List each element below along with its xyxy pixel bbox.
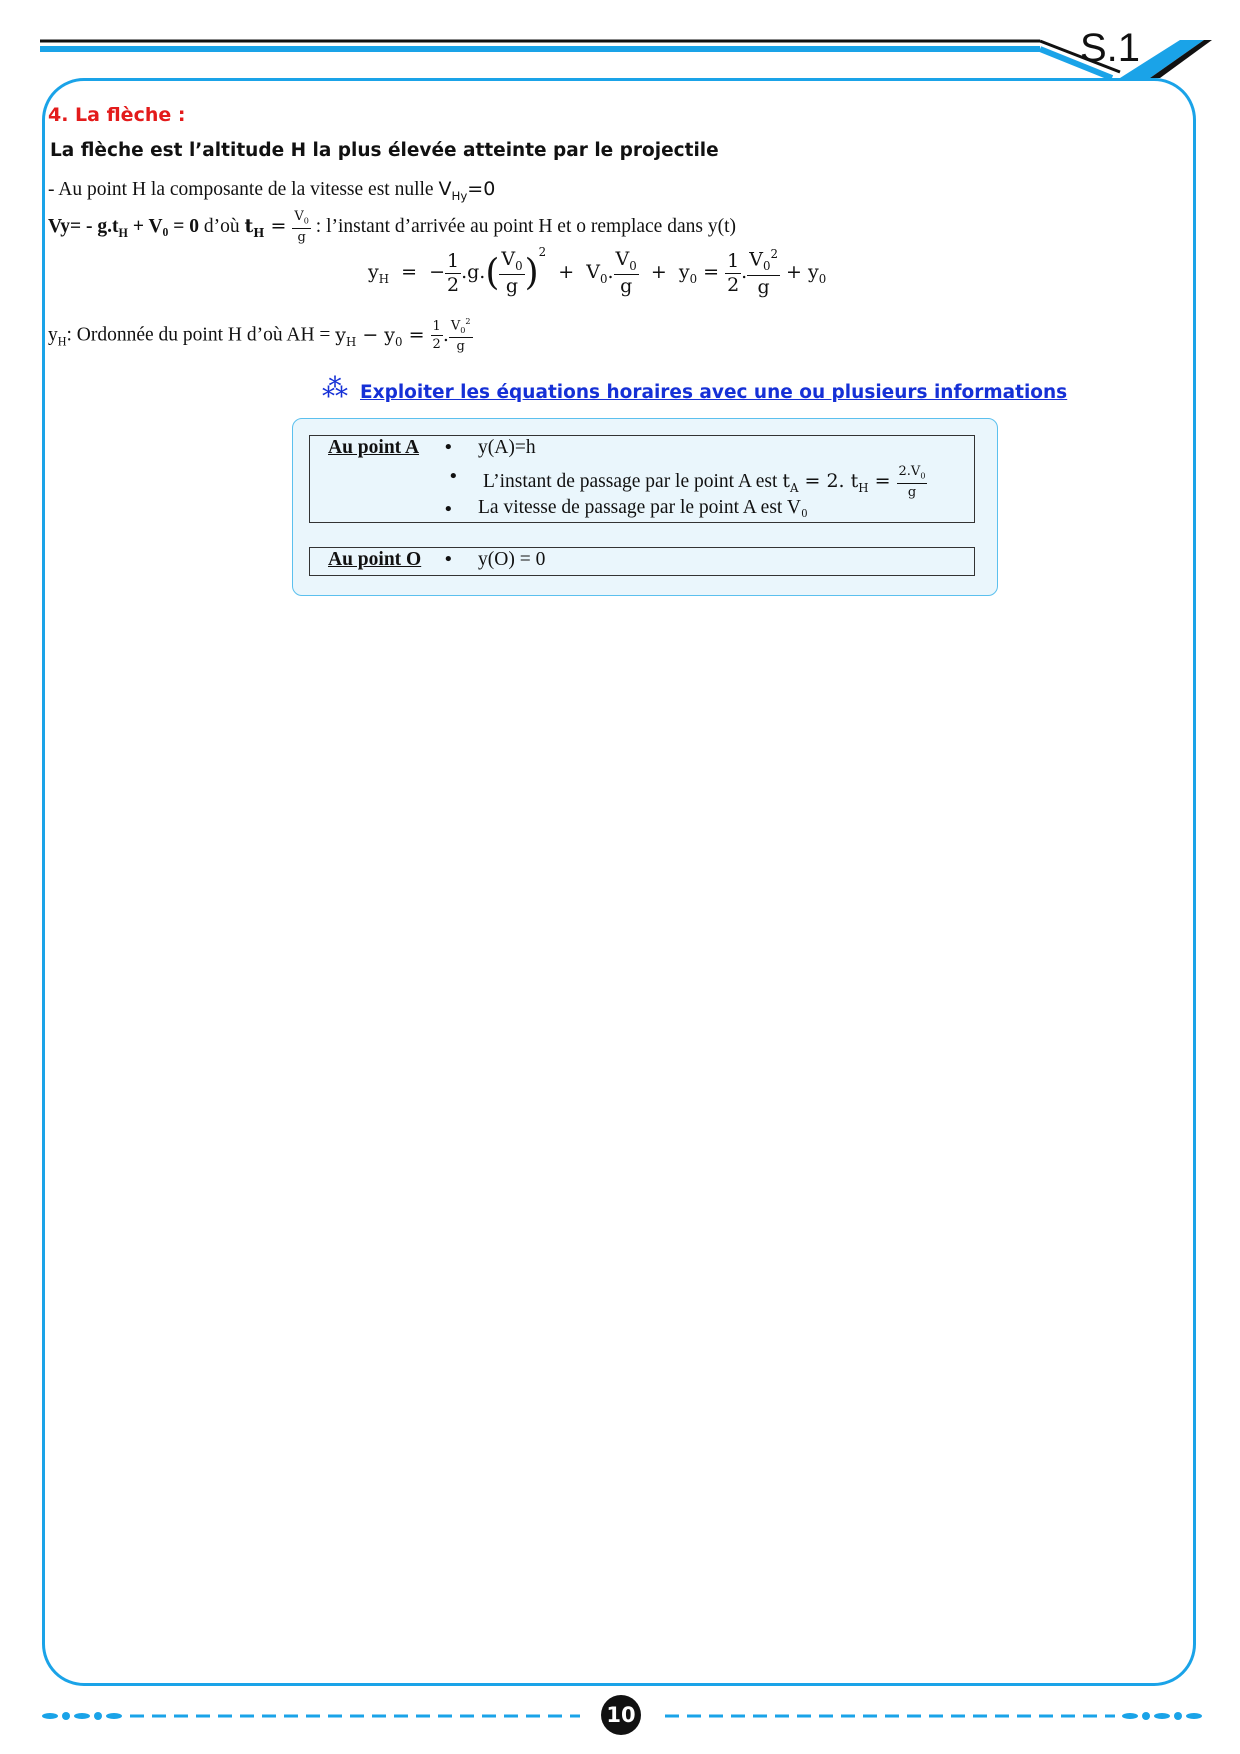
- yh-label: y: [48, 324, 58, 346]
- ta-formula: $t_A = 2$. $t_H$ = $\frac{2.V_0}{g}$: [782, 464, 926, 500]
- line1-end: =0: [467, 178, 496, 200]
- th-equation-line: [48, 210, 736, 244]
- vy-eq-end: + V₀ = 0: [127, 215, 199, 237]
- line2-tail: : l’instant d’arrivée au point H et o remplace dans y(t): [310, 215, 736, 237]
- bullet-icon: •: [443, 499, 454, 520]
- point-a-label: Au point A: [328, 437, 420, 458]
- line1-var: V: [438, 178, 452, 200]
- line1-sub: Hy: [451, 188, 468, 203]
- bullet-icon: •: [443, 437, 454, 458]
- bullet-icon: •: [448, 466, 459, 487]
- yh-sub: H: [57, 334, 67, 349]
- exploit-title: Exploiter les équations horaires avec une ou plusieurs informations: [360, 382, 1068, 403]
- point-a-item-1: y(A)=h: [478, 437, 536, 458]
- point-o-item-1: y(O) = 0: [478, 549, 546, 570]
- vy-eq-sub: H: [118, 225, 128, 240]
- definition-text: La flèche est l’altitude H la plus élevée atteinte par le projectile: [50, 140, 719, 161]
- bullet-icon: •: [443, 549, 454, 570]
- ah-line: [48, 318, 473, 353]
- vy-eq: Vy= - g.t: [48, 215, 119, 237]
- point-a-item-2: L’instant de passage par le point A est: [483, 470, 783, 492]
- ah-formula: $y_H - y_0$ = $\frac{1}{2}$ . $\frac{V_0^2}{g}$: [335, 317, 471, 354]
- asterisk-icon: ⁂: [322, 374, 348, 404]
- header-decoration: [0, 0, 1240, 90]
- velocity-null-line: [48, 178, 495, 203]
- section-heading: 4. La flèche :: [48, 104, 186, 126]
- dou-text: d’où: [199, 215, 245, 237]
- ah-text: : Ordonnée du point H d’où AH =: [66, 324, 336, 346]
- line1-text: - Au point H la composante de la vitesse est nulle: [48, 179, 439, 200]
- page-number: 10: [601, 1695, 641, 1735]
- point-o-label: Au point O: [328, 549, 422, 570]
- section-label: S.1: [1080, 26, 1141, 70]
- point-a-item-3: La vitesse de passage par le point A est V₀: [478, 497, 808, 518]
- th-formula: $t_H$ = $\frac{V_0}{g}$: [244, 209, 309, 245]
- yh-equation: $y_H$ = − $\frac{1}{2}$ .g.( $\frac{V_0}{g}$ )$^2 + V_0$. $\frac{V_0}{g}$ + $y_0$ = $\frac{1}{2}$ . $\frac{V_0^2}{g}$ + $y_0$: [368, 245, 827, 298]
- point-a-item-2-line: [483, 465, 927, 499]
